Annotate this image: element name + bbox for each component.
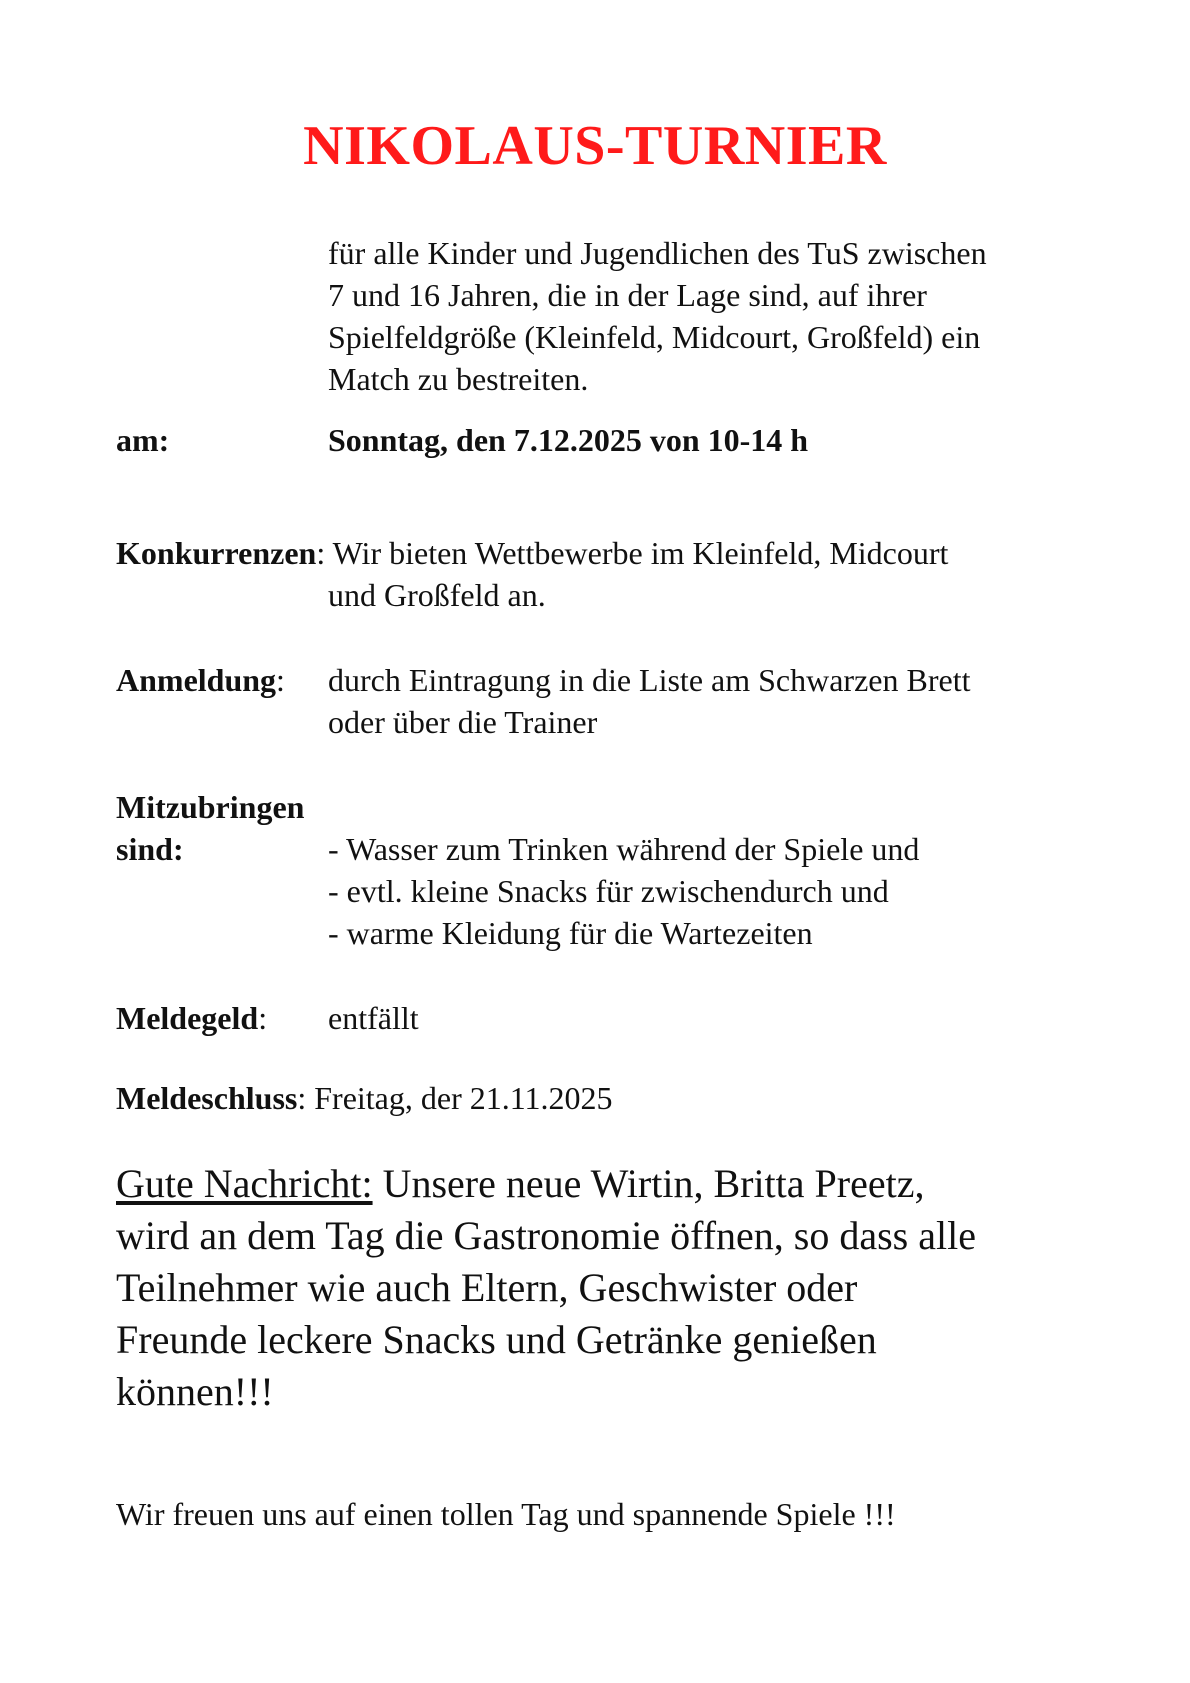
meldeschluss-label: Meldeschluss xyxy=(116,1080,298,1116)
intro-line: 7 und 16 Jahren, die in der Lage sind, auf ihrer xyxy=(328,277,927,313)
news-line: können!!! xyxy=(116,1369,274,1414)
closing-line: Wir freuen uns auf einen tollen Tag und spannende Spiele !!! xyxy=(116,1496,896,1532)
mitzubringen-list xyxy=(328,828,919,954)
news-line xyxy=(116,1158,1116,1210)
intro-line: Spielfeldgröße (Kleinfeld, Midcourt, Großfeld) ein xyxy=(328,319,981,355)
list-item: - Wasser zum Trinken während der Spiele und xyxy=(328,831,920,867)
meldegeld-value: entfällt xyxy=(328,1000,419,1036)
meldeschluss-colon: : xyxy=(297,1080,307,1116)
mitzubringen-label: Mitzubringen xyxy=(116,789,305,825)
anmeldung-line: durch Eintragung in die Liste am Schwarzen Brett xyxy=(328,662,971,698)
news-heading: Gute Nachricht: xyxy=(116,1161,373,1206)
konkurrenzen-row xyxy=(116,532,948,574)
konkurrenzen-colon: : xyxy=(316,535,326,571)
intro-paragraph xyxy=(328,232,1148,400)
intro-line: Match zu bestreiten. xyxy=(328,361,589,397)
date-value: Sonntag, den 7.12.2025 von 10-14 h xyxy=(328,422,809,458)
news-line1-rest: Unsere neue Wirtin, Britta Preetz, xyxy=(372,1161,925,1206)
anmeldung-colon: : xyxy=(276,662,285,698)
konkurrenzen-line2: und Großfeld an. xyxy=(328,577,546,613)
anmeldung-label: Anmeldung xyxy=(116,662,277,698)
konkurrenzen-line1: Wir bieten Wettbewerbe im Kleinfeld, Midcourt xyxy=(332,535,949,571)
news-line: Teilnehmer wie auch Eltern, Geschwister oder xyxy=(116,1265,858,1310)
date-label: am: xyxy=(116,422,170,458)
anmeldung-value xyxy=(328,659,970,743)
anmeldung-line: oder über die Trainer xyxy=(328,704,598,740)
list-item: - warme Kleidung für die Wartezeiten xyxy=(328,915,813,951)
page-title: NIKOLAUS-TURNIER xyxy=(303,115,887,177)
meldeschluss-value: Freitag, der 21.11.2025 xyxy=(306,1080,613,1116)
news-line: wird an dem Tag die Gastronomie öffnen, so dass alle xyxy=(116,1213,976,1258)
list-item: - evtl. kleine Snacks für zwischendurch und xyxy=(328,873,889,909)
konkurrenzen-label: Konkurrenzen xyxy=(116,535,317,571)
meldeschluss-row xyxy=(116,1077,613,1119)
meldegeld-label: Meldegeld xyxy=(116,1000,259,1036)
good-news-paragraph xyxy=(116,1158,1116,1418)
meldegeld-colon: : xyxy=(258,1000,268,1036)
intro-line: für alle Kinder und Jugendlichen des TuS zwischen xyxy=(328,235,987,271)
news-line: Freunde leckere Snacks und Getränke genießen xyxy=(116,1317,877,1362)
mitzubringen-label-sind: sind: xyxy=(116,831,184,867)
meldegeld-label-row xyxy=(116,997,267,1039)
anmeldung-label-row xyxy=(116,659,285,701)
